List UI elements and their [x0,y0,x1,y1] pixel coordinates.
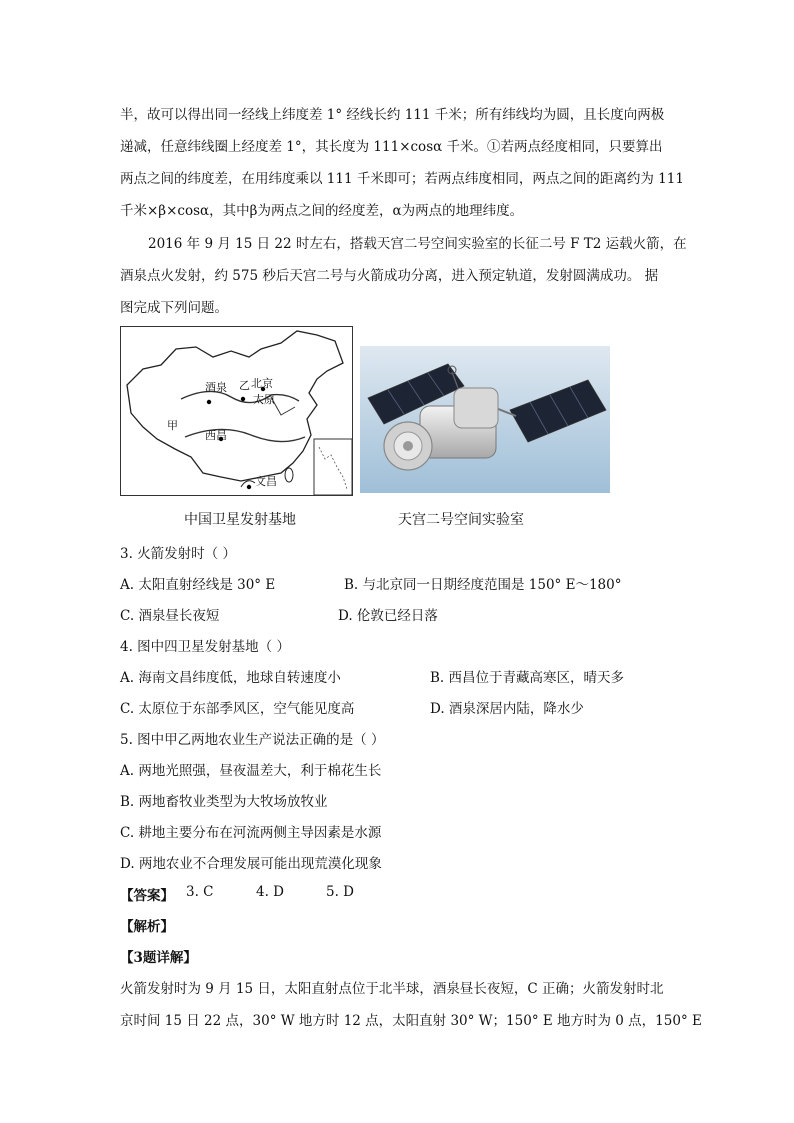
space-lab-illustration [360,346,610,493]
map-label-wenchang: 文昌 [255,475,277,488]
map-label-jiuquan: 酒泉 [205,381,227,394]
tiangong-2-image [360,346,610,493]
question-5-option-c: C. 耕地主要分布在河流两侧主导因素是水源 [120,825,382,841]
analysis-label: 【解析】 [120,919,174,935]
question-4-option-d: D. 酒泉深居内陆，降水少 [430,701,584,717]
map-label-beijing: 北京 [251,377,273,390]
intro-line-4: 千米×β×cosα，其中β为两点之间的经度差，α为两点的地理纬度。 [120,203,524,219]
analysis-detail-label: 【3题详解】 [120,950,197,966]
question-5-option-b: B. 两地畜牧业类型为大牧场放牧业 [120,794,328,810]
china-launch-sites-map [120,326,353,496]
question-3-option-b: B. 与北京同一日期经度范围是 150° E～180° [344,577,622,593]
question-5-stem: 5. 图中甲乙两地农业生产说法正确的是（ ） [120,732,385,748]
map-label-taiyuan: 太原 [253,393,275,406]
passage-line-3: 图完成下列问题。 [120,300,228,316]
analysis-line-1: 火箭发射时为 9 月 15 日，太阳直射点位于北半球，酒泉昼长夜短，C 正确；火箭发射时北 [120,981,664,997]
intro-line-2: 递减，任意纬线圈上经度差 1°，其长度为 111×cosα 千米。①若两点经度相同，只要算出 [120,139,663,155]
question-4-option-c: C. 太原位于东部季风区，空气能见度高 [120,701,355,717]
question-5-option-a: A. 两地光照强，昼夜温差大，利于棉花生长 [120,763,382,779]
analysis-line-2: 京时间 15 日 22 点，30° W 地方时 12 点，太阳直射 30° W；150° E 地方时为 0 点，150° E [120,1013,702,1029]
answer-3: 3. C [186,884,214,900]
map-caption: 中国卫星发射基地 [184,512,296,528]
question-3-option-a: A. 太阳直射经线是 30° E [120,577,276,593]
question-3-stem: 3. 火箭发射时（ ） [120,546,236,562]
passage-line-1: 2016 年 9 月 15 日 22 时左右，搭载天宫二号空间实验室的长征二号 F T2 运载火箭，在 [148,236,687,252]
question-4-option-b: B. 西昌位于青藏高寒区，晴天多 [430,670,625,686]
question-3-option-c: C. 酒泉昼长夜短 [120,608,220,624]
sat-caption: 天宫二号空间实验室 [398,512,524,528]
map-label-jia: 甲 [167,419,178,432]
answer-4: 4. D [256,884,284,900]
map-label-xichang: 西昌 [205,429,227,442]
answer-label: 【答案】 [120,888,174,904]
china-map-outline [121,327,352,495]
question-5-option-d: D. 两地农业不合理发展可能出现荒漠化现象 [120,856,382,872]
question-4-option-a: A. 海南文昌纬度低，地球自转速度小 [120,670,341,686]
map-label-yi: 乙 [239,379,250,392]
passage-line-2: 酒泉点火发射，约 575 秒后天宫二号与火箭成功分离，进入预定轨道，发射圆满成功。 据 [120,268,659,284]
question-3-option-d: D. 伦敦已经日落 [338,608,438,624]
question-4-stem: 4. 图中四卫星发射基地（ ） [120,639,290,655]
intro-line-1: 半，故可以得出同一经线上纬度差 1° 经线长约 111 千米；所有纬线均为圆，且长度向两极 [120,107,665,123]
intro-line-3: 两点之间的纬度差，在用纬度乘以 111 千米即可；若两点纬度相同，两点之间的距离约为 111 [120,171,684,187]
answer-5: 5. D [326,884,354,900]
